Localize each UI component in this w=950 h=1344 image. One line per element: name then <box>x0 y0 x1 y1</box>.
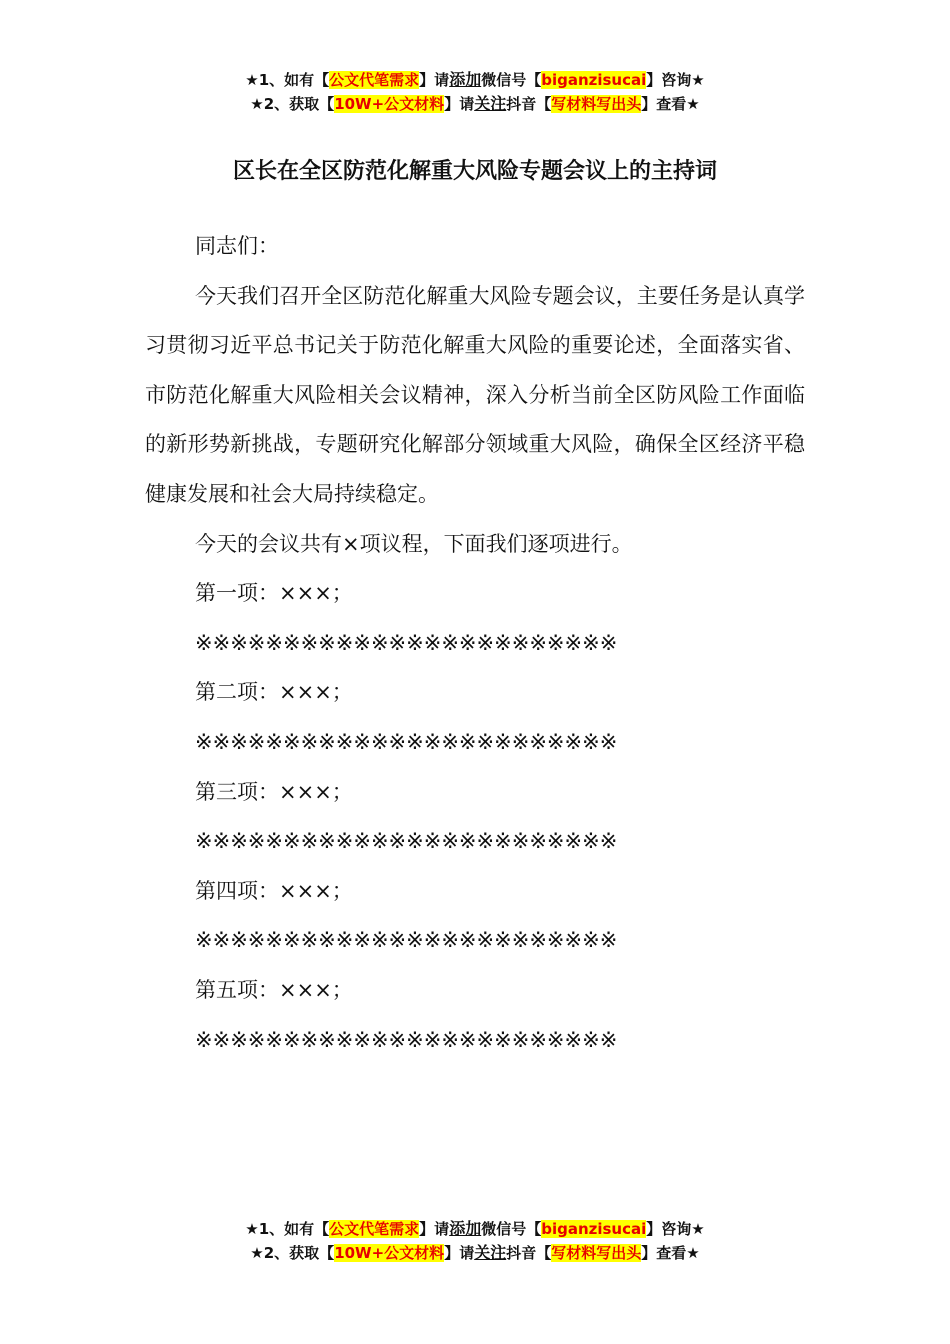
footer-promo-banner <box>0 1217 950 1265</box>
agenda-item-label: 第三项：×××； <box>195 779 353 804</box>
promo-line-1 <box>0 1217 950 1241</box>
promo-text: 】查看★ <box>641 1244 700 1262</box>
agenda-item-detail: ※※※※※※※※※※※※※※※※※※※※※※※※ <box>195 630 618 655</box>
promo-underline: 添加 <box>449 70 482 89</box>
agenda-item-detail: ※※※※※※※※※※※※※※※※※※※※※※※※ <box>195 928 618 953</box>
agenda-item-label: 第五项：×××； <box>195 977 353 1002</box>
agenda-item-label: 第二项：×××； <box>195 680 353 705</box>
promo-line-1 <box>0 68 950 92</box>
agenda-item-label: 第一项：×××； <box>195 581 353 606</box>
promo-highlight: 写材料写出头 <box>551 1244 642 1262</box>
promo-highlight: 写材料写出头 <box>551 95 642 113</box>
promo-text: ★1、如有【 <box>245 71 330 89</box>
promo-text: 微信号【 <box>481 71 542 89</box>
promo-highlight: 10W+公文材料 <box>334 1244 445 1262</box>
promo-line-2 <box>0 92 950 116</box>
promo-underline: 添加 <box>449 1219 482 1238</box>
agenda-item-label: 第四项：×××； <box>195 878 353 903</box>
promo-text: 】咨询★ <box>646 71 705 89</box>
document-title: 区长在全区防范化解重大风险专题会议上的主持词 <box>232 159 717 184</box>
promo-text: 】请 <box>444 95 475 113</box>
intro-paragraph: 今天我们召开全区防范化解重大风险专题会议，主要任务是认真学习贯彻习近平总书记关于防范化解重大风险的重要论述，全面落实省、市防范化解重大风险相关会议精神，深入分析当前全区防风险工作面临的新形势新挑战，专题研究化解部分领域重大风险，确保全区经济平稳健康发展和社会大局持续稳定。 <box>145 283 805 506</box>
agenda-item-detail: ※※※※※※※※※※※※※※※※※※※※※※※※ <box>195 729 618 754</box>
promo-text: ★1、如有【 <box>245 1220 330 1238</box>
promo-text: 】请 <box>419 71 450 89</box>
promo-line-2 <box>0 1241 950 1265</box>
promo-text: 】请 <box>444 1244 475 1262</box>
promo-highlight: 公文代笔需求 <box>329 1220 420 1238</box>
agenda-intro: 今天的会议共有×项议程，下面我们逐项进行。 <box>195 531 633 556</box>
header-promo-banner <box>0 68 950 116</box>
agenda-item-detail: ※※※※※※※※※※※※※※※※※※※※※※※※ <box>195 829 618 854</box>
promo-underline: 关注 <box>474 94 507 113</box>
promo-text: 】咨询★ <box>646 1220 705 1238</box>
promo-text: 抖音【 <box>506 1244 552 1262</box>
promo-highlight: 10W+公文材料 <box>334 95 445 113</box>
promo-text: 抖音【 <box>506 95 552 113</box>
promo-underline: 关注 <box>474 1243 507 1262</box>
promo-text: ★2、获取【 <box>250 1244 335 1262</box>
promo-text: 】请 <box>419 1220 450 1238</box>
promo-text: 】查看★ <box>641 95 700 113</box>
promo-highlight: biganzisucai <box>541 1220 647 1238</box>
salutation: 同志们： <box>195 234 279 258</box>
document-body <box>145 222 805 1065</box>
promo-text: 微信号【 <box>481 1220 542 1238</box>
agenda-item-detail: ※※※※※※※※※※※※※※※※※※※※※※※※ <box>195 1027 618 1052</box>
promo-highlight: biganzisucai <box>541 71 647 89</box>
promo-text: ★2、获取【 <box>250 95 335 113</box>
promo-highlight: 公文代笔需求 <box>329 71 420 89</box>
